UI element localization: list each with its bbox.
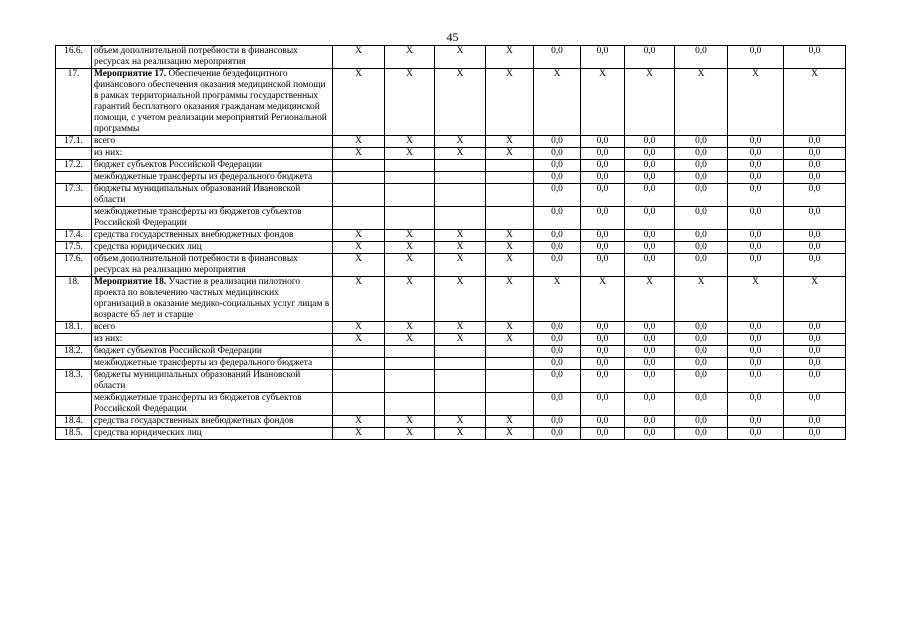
table-row xyxy=(56,322,846,334)
value-cell: 0,0 xyxy=(728,148,784,160)
value-cell: 0,0 xyxy=(784,428,846,440)
row-label xyxy=(92,184,333,207)
value-cell xyxy=(486,172,534,184)
value-cell: 0,0 xyxy=(581,370,625,393)
value-cell xyxy=(385,160,435,172)
value-cell xyxy=(435,207,486,230)
row-label xyxy=(92,346,333,358)
value-cell xyxy=(385,172,435,184)
value-cell: 0,0 xyxy=(728,322,784,334)
value-cell: X xyxy=(435,428,486,440)
value-cell: X xyxy=(333,69,385,136)
value-cell: 0,0 xyxy=(581,46,625,69)
value-cell: X xyxy=(435,46,486,69)
value-cell: 0,0 xyxy=(728,416,784,428)
value-cell: 0,0 xyxy=(534,184,581,207)
value-cell xyxy=(435,160,486,172)
value-cell: 0,0 xyxy=(728,428,784,440)
table-row xyxy=(56,184,846,207)
value-cell xyxy=(486,160,534,172)
row-label xyxy=(92,148,333,160)
value-cell: 0,0 xyxy=(534,172,581,184)
row-number: 18.4. xyxy=(56,416,92,428)
value-cell: 0,0 xyxy=(581,416,625,428)
row-label-text: межбюджетные трансферты из федерального бюджета xyxy=(94,358,313,368)
row-label xyxy=(92,334,333,346)
value-cell: X xyxy=(385,428,435,440)
value-cell: 0,0 xyxy=(675,242,728,254)
row-label-text: бюджет субъектов Российской Федерации xyxy=(94,346,262,356)
value-cell: 0,0 xyxy=(534,358,581,370)
table-row xyxy=(56,428,846,440)
value-cell: 0,0 xyxy=(728,207,784,230)
value-cell: X xyxy=(333,416,385,428)
value-cell: 0,0 xyxy=(675,322,728,334)
value-cell: 0,0 xyxy=(675,136,728,148)
value-cell: 0,0 xyxy=(784,230,846,242)
value-cell: X xyxy=(435,334,486,346)
value-cell: 0,0 xyxy=(581,358,625,370)
value-cell xyxy=(385,358,435,370)
value-cell: 0,0 xyxy=(728,46,784,69)
value-cell: 0,0 xyxy=(581,160,625,172)
value-cell: X xyxy=(675,277,728,322)
value-cell: 0,0 xyxy=(784,322,846,334)
value-cell: X xyxy=(435,148,486,160)
value-cell: X xyxy=(675,69,728,136)
row-label xyxy=(92,160,333,172)
value-cell: 0,0 xyxy=(675,148,728,160)
row-number xyxy=(56,393,92,416)
measure-title: Мероприятие 18. xyxy=(94,277,167,287)
value-cell: 0,0 xyxy=(675,160,728,172)
value-cell: 0,0 xyxy=(625,393,675,416)
value-cell: 0,0 xyxy=(784,148,846,160)
value-cell: 0,0 xyxy=(625,254,675,277)
value-cell: 0,0 xyxy=(675,254,728,277)
table-row xyxy=(56,346,846,358)
value-cell: X xyxy=(486,428,534,440)
value-cell: X xyxy=(333,230,385,242)
value-cell: 0,0 xyxy=(581,148,625,160)
value-cell: 0,0 xyxy=(625,428,675,440)
value-cell xyxy=(333,207,385,230)
value-cell: 0,0 xyxy=(675,184,728,207)
value-cell: X xyxy=(333,334,385,346)
value-cell: X xyxy=(486,416,534,428)
value-cell: X xyxy=(435,277,486,322)
row-label-text: средства государственных внебюджетных фондов xyxy=(94,230,294,240)
row-number: 16.6. xyxy=(56,46,92,69)
table-row xyxy=(56,172,846,184)
value-cell: 0,0 xyxy=(784,358,846,370)
row-label xyxy=(92,428,333,440)
value-cell: X xyxy=(333,148,385,160)
value-cell: 0,0 xyxy=(581,184,625,207)
value-cell: X xyxy=(435,69,486,136)
value-cell xyxy=(333,160,385,172)
value-cell: 0,0 xyxy=(784,416,846,428)
row-label xyxy=(92,370,333,393)
value-cell: 0,0 xyxy=(625,416,675,428)
value-cell: 0,0 xyxy=(581,254,625,277)
row-number: 17.6. xyxy=(56,254,92,277)
value-cell: X xyxy=(333,136,385,148)
value-cell xyxy=(385,346,435,358)
value-cell: 0,0 xyxy=(581,322,625,334)
table-row xyxy=(56,160,846,172)
row-label-text: Обеспечение бездефицитного финансового обеспечения оказания медицинской помощи в рамках территориальной программы государственных гарантий бесплатного оказания гражданам медицинской помощи, с учетом реализации мероприятий Региональной программы xyxy=(94,69,327,134)
value-cell: 0,0 xyxy=(581,334,625,346)
row-number: 18. xyxy=(56,277,92,322)
value-cell: X xyxy=(385,148,435,160)
value-cell: X xyxy=(486,277,534,322)
value-cell: X xyxy=(625,277,675,322)
value-cell: 0,0 xyxy=(534,370,581,393)
row-label-text: межбюджетные трансферты из федерального бюджета xyxy=(94,172,313,182)
value-cell: 0,0 xyxy=(728,393,784,416)
value-cell: 0,0 xyxy=(784,254,846,277)
value-cell xyxy=(333,346,385,358)
value-cell: 0,0 xyxy=(675,207,728,230)
row-number: 18.5. xyxy=(56,428,92,440)
value-cell: 0,0 xyxy=(625,322,675,334)
value-cell: 0,0 xyxy=(675,428,728,440)
value-cell: 0,0 xyxy=(534,242,581,254)
row-label-text: бюджет субъектов Российской Федерации xyxy=(94,160,262,170)
value-cell: X xyxy=(486,148,534,160)
row-label-text: средства государственных внебюджетных фондов xyxy=(94,416,294,426)
table-row xyxy=(56,334,846,346)
value-cell xyxy=(486,393,534,416)
value-cell: 0,0 xyxy=(675,230,728,242)
value-cell: 0,0 xyxy=(728,230,784,242)
value-cell: 0,0 xyxy=(581,136,625,148)
table-row xyxy=(56,69,846,136)
value-cell: 0,0 xyxy=(534,148,581,160)
row-number: 17.5. xyxy=(56,242,92,254)
value-cell: 0,0 xyxy=(625,148,675,160)
row-label xyxy=(92,136,333,148)
value-cell xyxy=(486,370,534,393)
table-row xyxy=(56,230,846,242)
value-cell: 0,0 xyxy=(784,207,846,230)
value-cell: 0,0 xyxy=(675,334,728,346)
value-cell: 0,0 xyxy=(675,346,728,358)
row-number xyxy=(56,207,92,230)
value-cell: X xyxy=(385,277,435,322)
row-label-text: межбюджетные трансферты из бюджетов субъектов Российской Федерации xyxy=(94,207,302,228)
value-cell: 0,0 xyxy=(625,184,675,207)
value-cell xyxy=(385,393,435,416)
table-row xyxy=(56,136,846,148)
row-label-text: средства юридических лиц xyxy=(94,242,202,252)
value-cell: 0,0 xyxy=(534,428,581,440)
value-cell: X xyxy=(625,69,675,136)
value-cell: X xyxy=(385,322,435,334)
value-cell xyxy=(435,358,486,370)
value-cell: 0,0 xyxy=(534,207,581,230)
row-label xyxy=(92,69,333,136)
value-cell: X xyxy=(784,69,846,136)
table-row xyxy=(56,277,846,322)
page-number: 45 xyxy=(446,30,459,44)
value-cell: 0,0 xyxy=(625,370,675,393)
value-cell xyxy=(486,346,534,358)
row-label xyxy=(92,358,333,370)
table-row xyxy=(56,393,846,416)
value-cell: X xyxy=(333,277,385,322)
value-cell xyxy=(435,172,486,184)
value-cell: 0,0 xyxy=(534,416,581,428)
table-row xyxy=(56,242,846,254)
row-number: 17.3. xyxy=(56,184,92,207)
row-label-text: из них: xyxy=(94,334,123,344)
value-cell: 0,0 xyxy=(784,370,846,393)
value-cell: 0,0 xyxy=(675,393,728,416)
value-cell: 0,0 xyxy=(728,160,784,172)
row-number: 17.4. xyxy=(56,230,92,242)
value-cell: 0,0 xyxy=(675,358,728,370)
value-cell: X xyxy=(385,69,435,136)
value-cell: 0,0 xyxy=(534,136,581,148)
value-cell: 0,0 xyxy=(728,184,784,207)
row-number: 18.3. xyxy=(56,370,92,393)
value-cell: X xyxy=(435,254,486,277)
row-number xyxy=(56,148,92,160)
value-cell: X xyxy=(385,46,435,69)
value-cell: X xyxy=(333,242,385,254)
row-label-text: средства юридических лиц xyxy=(94,428,202,438)
value-cell: 0,0 xyxy=(581,393,625,416)
value-cell: 0,0 xyxy=(728,172,784,184)
value-cell: X xyxy=(486,254,534,277)
row-label-text: объем дополнительной потребности в финансовых ресурсах на реализацию мероприятия xyxy=(94,254,298,275)
value-cell: 0,0 xyxy=(534,160,581,172)
value-cell: 0,0 xyxy=(784,46,846,69)
value-cell: 0,0 xyxy=(581,346,625,358)
value-cell: 0,0 xyxy=(784,393,846,416)
value-cell: X xyxy=(333,254,385,277)
row-number: 17.1. xyxy=(56,136,92,148)
value-cell: 0,0 xyxy=(625,160,675,172)
row-label-text: объем дополнительной потребности в финансовых ресурсах на реализацию мероприятия xyxy=(94,46,298,67)
value-cell: 0,0 xyxy=(534,346,581,358)
row-number: 18.1. xyxy=(56,322,92,334)
value-cell: 0,0 xyxy=(728,334,784,346)
value-cell xyxy=(435,346,486,358)
value-cell: X xyxy=(486,46,534,69)
value-cell: 0,0 xyxy=(784,136,846,148)
value-cell: 0,0 xyxy=(728,242,784,254)
value-cell: 0,0 xyxy=(534,46,581,69)
value-cell: X xyxy=(486,69,534,136)
row-label-text: всего xyxy=(94,136,116,146)
value-cell: 0,0 xyxy=(784,242,846,254)
value-cell: X xyxy=(486,136,534,148)
value-cell: X xyxy=(385,136,435,148)
value-cell: X xyxy=(333,322,385,334)
value-cell xyxy=(333,184,385,207)
value-cell: 0,0 xyxy=(581,242,625,254)
row-number xyxy=(56,358,92,370)
value-cell: X xyxy=(581,69,625,136)
value-cell: X xyxy=(385,242,435,254)
value-cell xyxy=(486,207,534,230)
row-number xyxy=(56,172,92,184)
value-cell: 0,0 xyxy=(675,370,728,393)
value-cell xyxy=(486,184,534,207)
row-label-text: бюджеты муниципальных образований Ивановской области xyxy=(94,184,301,205)
value-cell: X xyxy=(385,230,435,242)
value-cell: 0,0 xyxy=(625,334,675,346)
row-number: 17. xyxy=(56,69,92,136)
value-cell: X xyxy=(784,277,846,322)
value-cell: 0,0 xyxy=(534,393,581,416)
row-label xyxy=(92,416,333,428)
table-row xyxy=(56,207,846,230)
value-cell: 0,0 xyxy=(675,172,728,184)
table-row xyxy=(56,46,846,69)
value-cell xyxy=(333,370,385,393)
row-label-text: межбюджетные трансферты из бюджетов субъектов Российской Федерации xyxy=(94,393,302,414)
row-label xyxy=(92,254,333,277)
value-cell: 0,0 xyxy=(581,230,625,242)
value-cell: 0,0 xyxy=(581,207,625,230)
budget-table xyxy=(55,45,846,440)
value-cell: 0,0 xyxy=(625,136,675,148)
value-cell xyxy=(333,358,385,370)
value-cell: 0,0 xyxy=(728,370,784,393)
value-cell: X xyxy=(385,254,435,277)
value-cell: 0,0 xyxy=(784,160,846,172)
value-cell: 0,0 xyxy=(784,172,846,184)
value-cell xyxy=(385,370,435,393)
value-cell xyxy=(385,207,435,230)
table-row xyxy=(56,416,846,428)
value-cell xyxy=(435,393,486,416)
value-cell: X xyxy=(435,416,486,428)
value-cell: 0,0 xyxy=(625,230,675,242)
value-cell: X xyxy=(385,416,435,428)
measure-title: Мероприятие 17. xyxy=(94,69,167,79)
value-cell xyxy=(333,393,385,416)
value-cell: X xyxy=(534,277,581,322)
row-label xyxy=(92,207,333,230)
row-label xyxy=(92,322,333,334)
table-row xyxy=(56,370,846,393)
table-row xyxy=(56,148,846,160)
value-cell xyxy=(385,184,435,207)
value-cell: 0,0 xyxy=(784,334,846,346)
value-cell: X xyxy=(435,242,486,254)
table-row xyxy=(56,254,846,277)
value-cell: 0,0 xyxy=(625,242,675,254)
value-cell: 0,0 xyxy=(675,416,728,428)
row-number: 17.2. xyxy=(56,160,92,172)
value-cell: X xyxy=(435,322,486,334)
value-cell: X xyxy=(385,334,435,346)
row-label xyxy=(92,393,333,416)
row-label xyxy=(92,230,333,242)
value-cell xyxy=(333,172,385,184)
value-cell xyxy=(435,370,486,393)
value-cell: X xyxy=(486,242,534,254)
value-cell: 0,0 xyxy=(728,346,784,358)
value-cell: 0,0 xyxy=(784,346,846,358)
value-cell: X xyxy=(435,230,486,242)
value-cell: X xyxy=(728,277,784,322)
row-number xyxy=(56,334,92,346)
value-cell: 0,0 xyxy=(675,46,728,69)
value-cell: X xyxy=(435,136,486,148)
row-label xyxy=(92,172,333,184)
value-cell: 0,0 xyxy=(625,46,675,69)
value-cell: 0,0 xyxy=(581,172,625,184)
row-label-text: из них: xyxy=(94,148,123,158)
value-cell: 0,0 xyxy=(534,230,581,242)
value-cell: 0,0 xyxy=(534,334,581,346)
value-cell: X xyxy=(333,46,385,69)
value-cell: 0,0 xyxy=(728,254,784,277)
row-number: 18.2. xyxy=(56,346,92,358)
value-cell: 0,0 xyxy=(625,358,675,370)
value-cell: X xyxy=(581,277,625,322)
value-cell: X xyxy=(333,428,385,440)
row-label-text: бюджеты муниципальных образований Ивановской области xyxy=(94,370,301,391)
row-label xyxy=(92,242,333,254)
value-cell: X xyxy=(486,322,534,334)
value-cell xyxy=(486,358,534,370)
row-label-text: всего xyxy=(94,322,116,332)
value-cell: 0,0 xyxy=(728,136,784,148)
value-cell: 0,0 xyxy=(784,184,846,207)
table-row xyxy=(56,358,846,370)
value-cell: 0,0 xyxy=(625,207,675,230)
value-cell: X xyxy=(534,69,581,136)
value-cell: 0,0 xyxy=(728,358,784,370)
value-cell: 0,0 xyxy=(534,322,581,334)
value-cell: X xyxy=(486,334,534,346)
row-label xyxy=(92,46,333,69)
value-cell: 0,0 xyxy=(534,254,581,277)
value-cell: 0,0 xyxy=(625,346,675,358)
row-label-text: Участие в реализации пилотного проекта по вовлечению частных медицинских организаций в оказание медико-социальных услуг лицам в возрасте 65 лет и старше xyxy=(94,277,330,320)
value-cell: 0,0 xyxy=(581,428,625,440)
row-label xyxy=(92,277,333,322)
value-cell: X xyxy=(728,69,784,136)
value-cell: 0,0 xyxy=(625,172,675,184)
value-cell xyxy=(435,184,486,207)
value-cell: X xyxy=(486,230,534,242)
